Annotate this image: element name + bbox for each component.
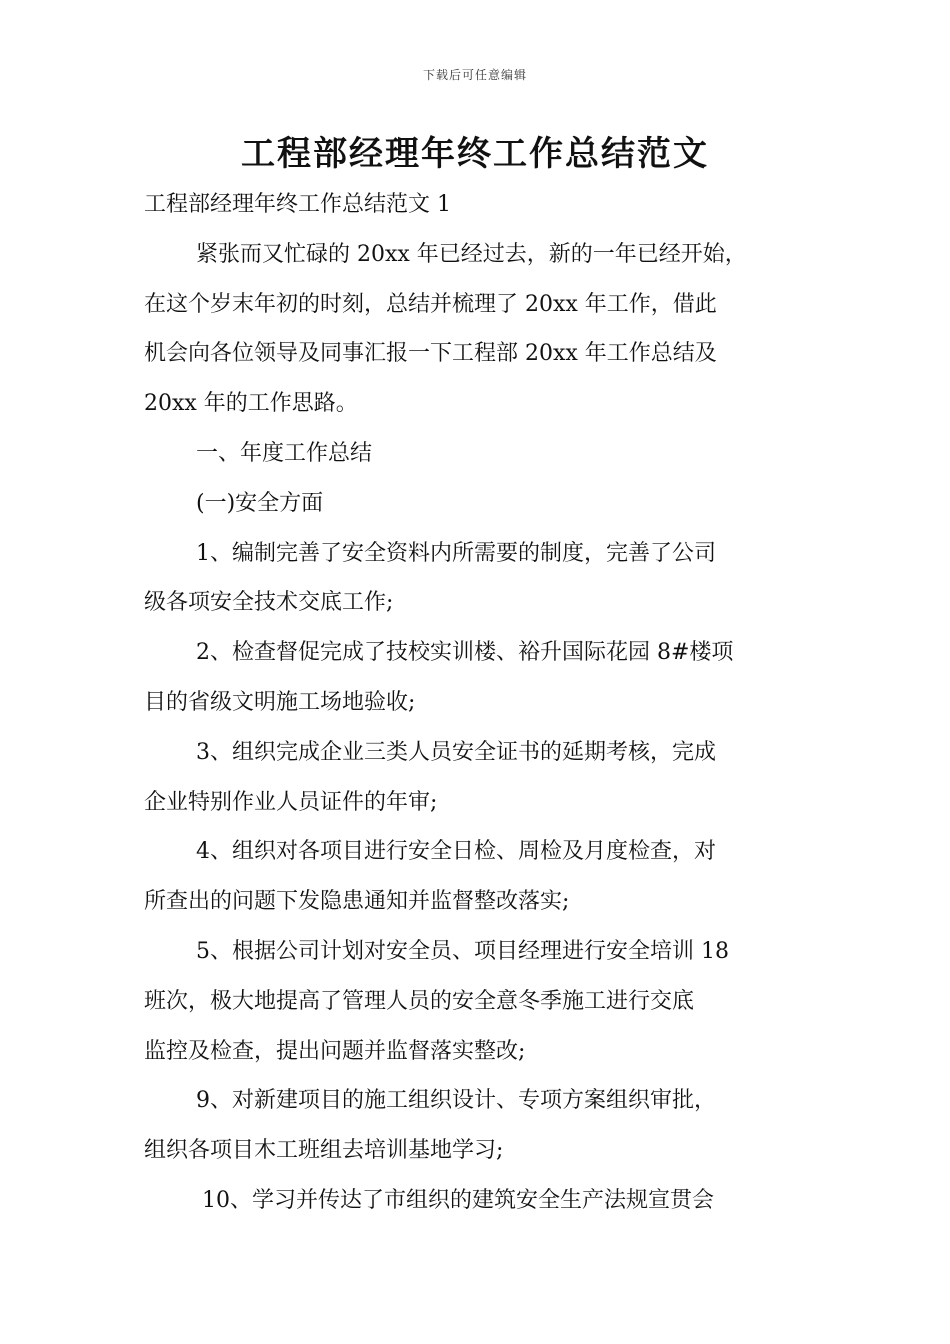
paragraph-line: 在这个岁末年初的时刻，总结并梳理了 20xx 年工作，借此: [144, 291, 717, 317]
list-item-line: 企业特别作业人员证件的年审;: [144, 789, 438, 815]
list-item-line: 3、组织完成企业三类人员安全证书的延期考核，完成: [196, 739, 716, 765]
list-item-line: 9、对新建项目的施工组织设计、专项方案组织审批，: [196, 1088, 716, 1114]
list-item-line: 级各项安全技术交底工作;: [144, 590, 394, 616]
subtitle-line: 工程部经理年终工作总结范文 1: [144, 192, 451, 217]
section-heading: 一、年度工作总结: [196, 440, 373, 466]
list-item-line: 目的省级文明施工场地验收;: [144, 689, 416, 715]
list-item-line: 组织各项目木工班组去培训基地学习;: [144, 1138, 504, 1164]
list-item-line: 班次，极大地提高了管理人员的安全意冬季施工进行交底: [144, 988, 695, 1014]
list-item-line: 所查出的问题下发隐患通知并监督整改落实;: [144, 889, 570, 915]
list-item-line: 监控及检查，提出问题并监督落实整改;: [144, 1038, 526, 1064]
paragraph-line: 20xx 年的工作思路。: [144, 391, 358, 417]
document-body: [144, 180, 809, 1226]
list-item-line: 5、根据公司计划对安全员、项目经理进行安全培训 18: [196, 938, 729, 964]
paragraph-line: 机会向各位领导及同事汇报一下工程部 20xx 年工作总结及: [144, 341, 717, 367]
header-note: 下载后可任意编辑: [422, 68, 527, 82]
list-item-line: 4、组织对各项目进行安全日检、周检及月度检查，对: [196, 839, 716, 865]
list-item-line: 10、学习并传达了市组织的建筑安全生产法规宣贯会: [202, 1187, 714, 1213]
document-title: 工程部经理年终工作总结范文: [241, 134, 709, 174]
subsection-heading: (一)安全方面: [196, 490, 324, 516]
list-item-line: 2、检查督促完成了技校实训楼、裕升国际花园 8#楼项: [196, 640, 734, 666]
paragraph-line: 紧张而又忙碌的 20xx 年已经过去，新的一年已经开始，: [196, 241, 747, 267]
list-item-line: 1、编制完善了安全资料内所需要的制度，完善了公司: [196, 540, 716, 566]
